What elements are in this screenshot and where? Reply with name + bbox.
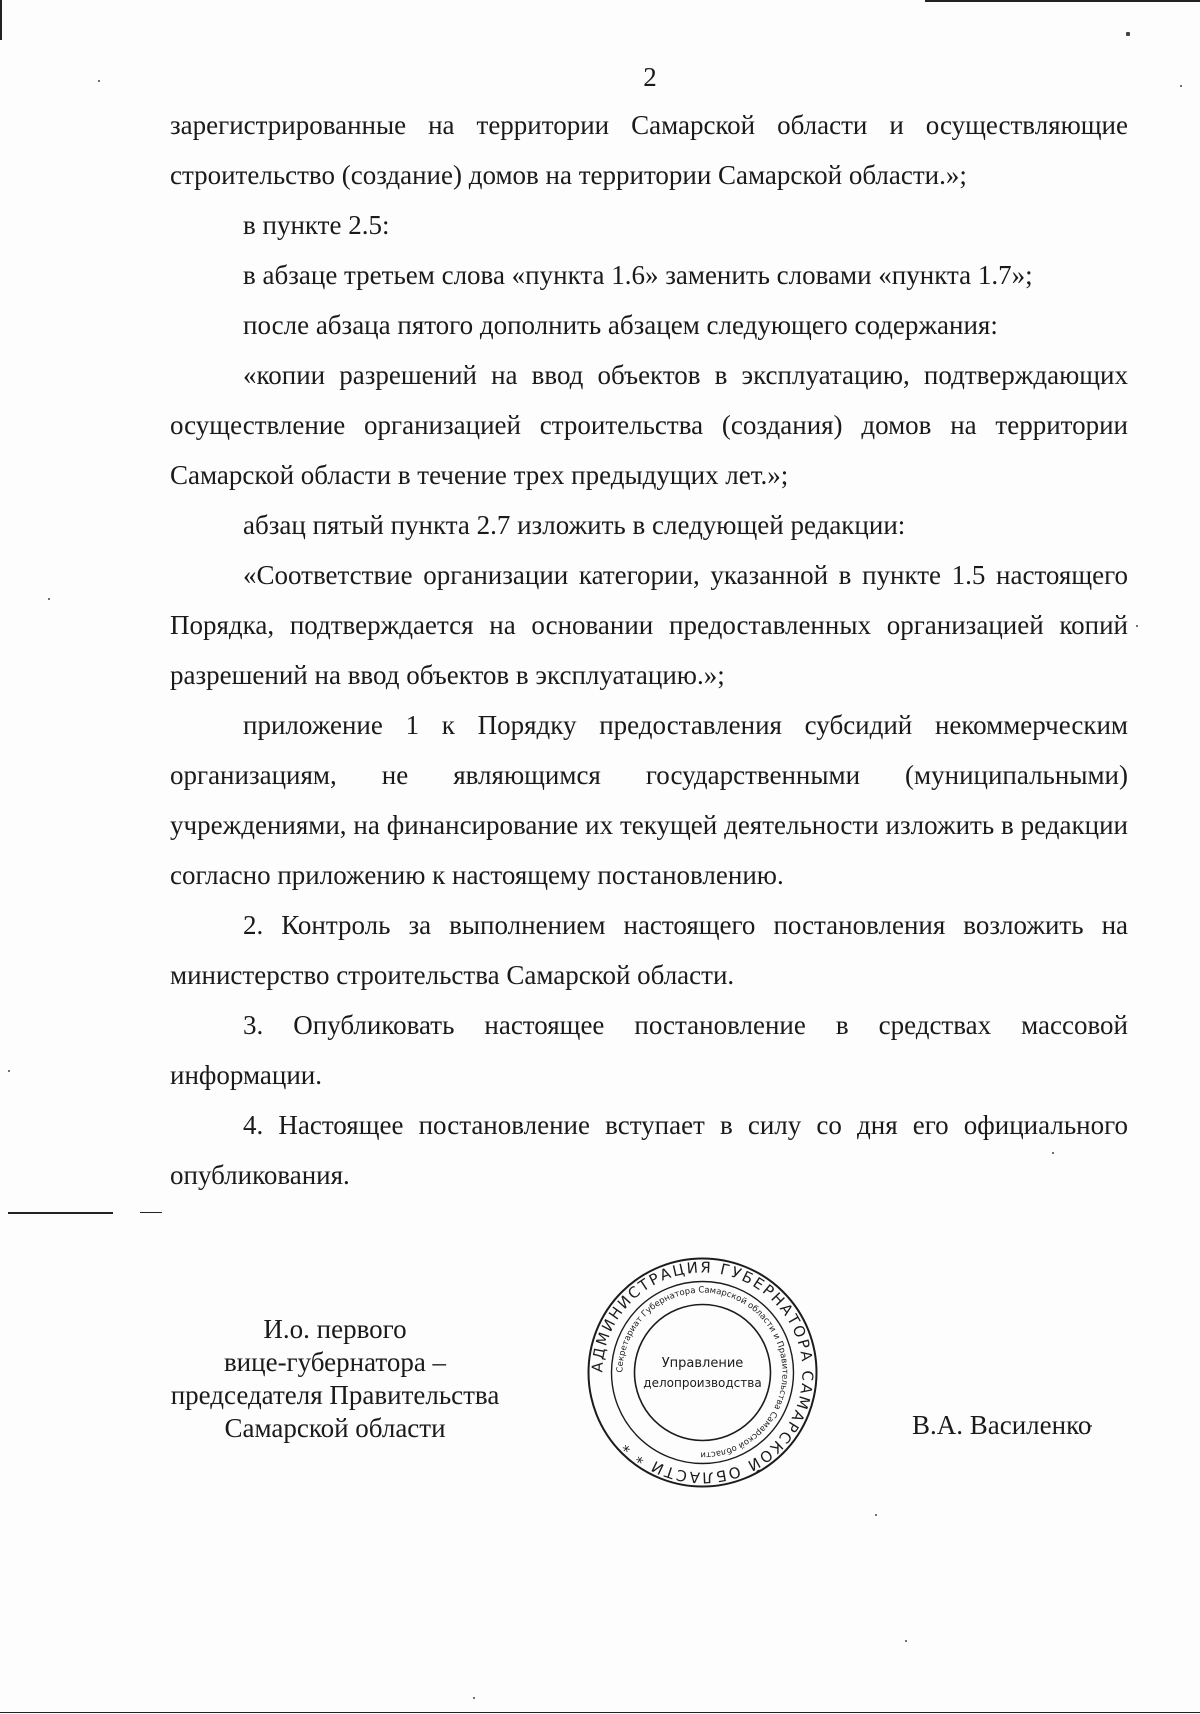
scan-edge-line-top xyxy=(925,0,1200,2)
scan-speck xyxy=(473,1697,475,1699)
body-paragraph: приложение 1 к Порядку предоставления субсидий некоммерческим организациям, не являющимся государственными (муниципальными) учреждениями, на финансирование их текущей деятельности изложить в редакции согласно приложению к настоящему постановлению. xyxy=(170,710,1128,890)
seal-center-line-2: делопроизводства xyxy=(643,1376,762,1390)
seal-outer-text: АДМИНИСТРАЦИЯ ГУБЕРНАТОРА САМАРСКОЙ ОБЛАСТИ * * xyxy=(588,1258,817,1487)
signature-title-line: Самарской области xyxy=(224,1413,446,1443)
signature-title-line: председателя Правительства xyxy=(170,1380,500,1410)
official-seal xyxy=(585,1255,820,1490)
body-paragraph: в пункте 2.5: xyxy=(243,210,390,240)
signature-block xyxy=(150,1313,520,1445)
body-paragraph: 4. Настоящее постановление вступает в силу со дня его официального опубликования. xyxy=(170,1110,1128,1190)
scan-speck xyxy=(905,1640,907,1642)
signer-name: В.А. Василенко xyxy=(912,1410,1092,1440)
scan-edge-line-left xyxy=(0,0,2,40)
scan-speck xyxy=(1136,625,1138,627)
body-paragraph: 3. Опубликовать настоящее постановление в средствах массовой информации. xyxy=(170,1010,1128,1090)
body-paragraph: абзац пятый пункта 2.7 изложить в следующей редакции: xyxy=(243,510,906,540)
body-paragraph: после абзаца пятого дополнить абзацем следующего содержания: xyxy=(243,310,998,340)
scan-dash-left-short xyxy=(140,1212,162,1213)
seal-middle-text: Секретариат Губернатора Самарской области и Правительства Самарской области xyxy=(615,1285,790,1460)
page-number: 2 xyxy=(643,62,657,92)
body-paragraph: «Соответствие организации категории, указанной в пункте 1.5 настоящего Порядка, подтверждается на основании предоставленных организацией копий разрешений на ввод объектов в эксплуатацию.»; xyxy=(170,560,1128,690)
scan-speck xyxy=(875,1514,877,1516)
seal-ring-middle xyxy=(612,1282,794,1464)
scan-dash-left xyxy=(8,1212,113,1214)
scan-speck xyxy=(1126,32,1130,36)
svg-text:Секретариат Губернатора Самарс xyxy=(615,1285,789,1459)
seal-ring-inner xyxy=(635,1305,771,1441)
document-body xyxy=(170,100,1128,1200)
signature-title-line: И.о. первого xyxy=(263,1314,407,1344)
seal-center-line-1: Управление xyxy=(661,1356,744,1371)
signature-title-line: вице-губернатора – xyxy=(223,1347,447,1377)
scan-speck xyxy=(8,1070,10,1072)
scan-edge-line-bottom xyxy=(0,1712,1200,1713)
body-paragraph: 2. Контроль за выполнением настоящего постановления возложить на министерство строительства Самарской области. xyxy=(170,910,1128,990)
body-paragraph: «копии разрешений на ввод объектов в эксплуатацию, подтверждающих осуществление организацией строительства (создания) домов на территории Самарской области в течение трех предыдущих лет.»; xyxy=(170,360,1128,490)
body-paragraph: в абзаце третьем слова «пункта 1.6» заменить словами «пункта 1.7»; xyxy=(243,260,1033,290)
scan-speck xyxy=(48,598,50,600)
body-paragraph: зарегистрированные на территории Самарской области и осуществляющие строительство (создание) домов на территории Самарской области.»; xyxy=(170,110,1128,190)
